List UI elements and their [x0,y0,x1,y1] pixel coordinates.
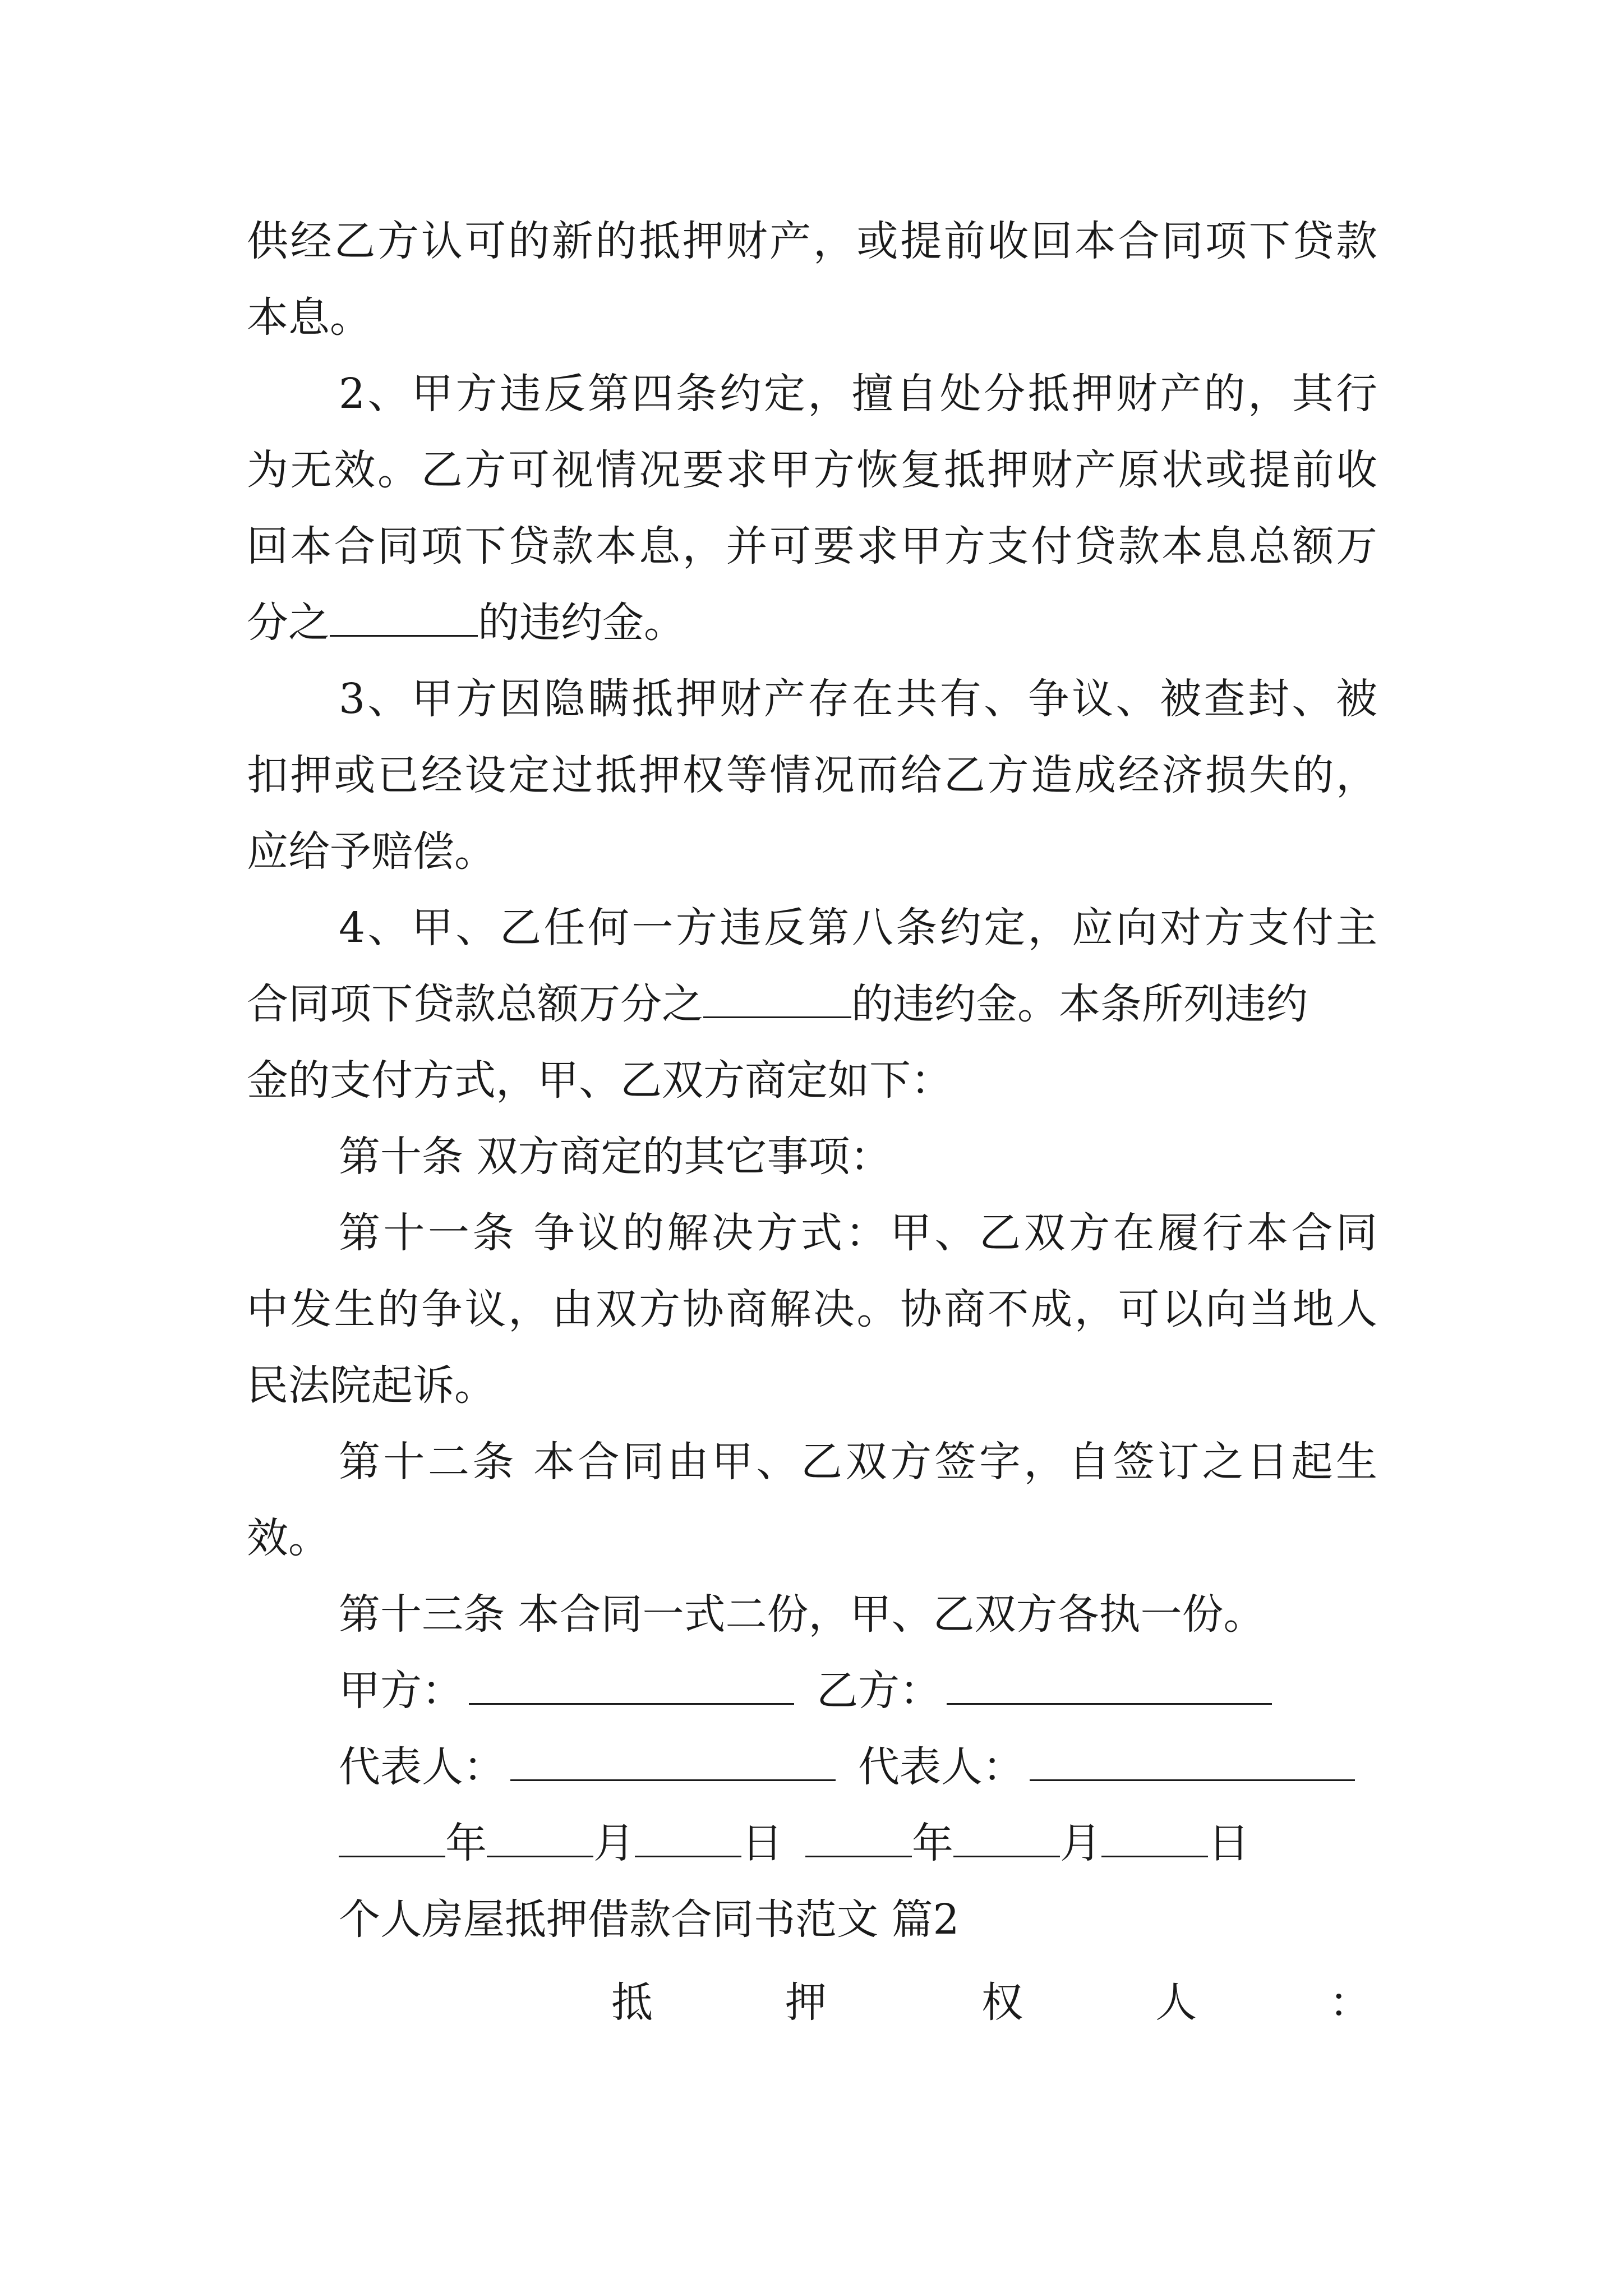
paragraph-line: 第十一条 争议的解决方式：甲、乙双方在履行本合同 [339,1209,1377,1257]
month-label: 月 [1060,1819,1101,1867]
fill-in-blank[interactable] [703,982,851,1018]
rep-b-blank[interactable] [1030,1745,1355,1781]
day-label: 日 [741,1819,783,1867]
day-blank[interactable] [1101,1821,1208,1857]
fill-in-blank[interactable] [330,600,478,637]
text-fragment: 的违约金。本条所列违约 [851,980,1308,1028]
text-fragment: 分之 [247,599,330,647]
paragraph-line [247,595,685,651]
month-blank[interactable] [953,1821,1060,1857]
day-label: 日 [1208,1819,1249,1867]
paragraph-line: 中发生的争议，由双方协商解决。协商不成，可以向当地人 [247,1285,1377,1333]
signature-row-representatives [339,1739,1355,1795]
mortgagee-char: 押 [785,1978,827,2027]
paragraph-line: 应给予赔偿。 [247,827,496,876]
signature-row-parties [339,1663,1272,1719]
paragraph-line: 第十二条 本合同由甲、乙双方签字，自签订之日起生 [339,1438,1377,1486]
paragraph-line: 第十三条 本合同一式二份，甲、乙双方各执一份。 [339,1590,1265,1639]
mortgagee-char: 权 [981,1978,1023,2027]
paragraph-line: 民法院起诉。 [247,1361,496,1410]
rep-a-blank[interactable] [510,1745,836,1781]
paragraph-line: 3、甲方因隐瞒抵押财产存在共有、争议、被查封、被 [339,675,1377,723]
month-label: 月 [593,1819,635,1867]
rep-a-label: 代表人： [339,1743,505,1791]
party-a-label: 甲方： [339,1667,463,1715]
party-b-label: 乙方： [817,1667,941,1715]
paragraph-line: 效。 [247,1514,330,1562]
paragraph-line: 2、甲方违反第四条约定，擅自处分抵押财产的，其行 [339,370,1377,418]
day-blank[interactable] [635,1821,741,1857]
paragraph-line: 回本合同项下贷款本息，并可要求甲方支付贷款本息总额万 [247,522,1377,570]
signature-row-dates [339,1815,1249,1871]
paragraph-line: 金的支付方式，甲、乙双方商定如下： [247,1056,952,1105]
rep-b-label: 代表人： [858,1743,1024,1791]
paragraph-line: 供经乙方认可的新的抵押财产，或提前收回本合同项下贷款 [247,217,1377,265]
text-fragment: 的违约金。 [478,599,685,647]
month-blank[interactable] [487,1821,593,1857]
paragraph-line: 扣押或已经设定过抵押权等情况而给乙方造成经济损失的， [247,751,1377,799]
text-fragment: 合同项下贷款总额万分之 [247,980,703,1028]
year-blank[interactable] [339,1821,445,1857]
paragraph-line: 4、甲、乙任何一方违反第八条约定，应向对方支付主 [339,904,1377,952]
year-label: 年 [445,1819,487,1867]
paragraph-line: 本息。 [247,293,371,342]
paragraph-line [247,976,1377,1032]
mortgagee-char: 人 [1155,1978,1197,2027]
year-label: 年 [912,1819,953,1867]
paragraph-line: 为无效。乙方可视情况要求甲方恢复抵押财产原状或提前收 [247,446,1377,494]
mortgagee-char: 抵 [611,1978,653,2027]
party-b-blank[interactable] [947,1668,1272,1705]
year-blank[interactable] [805,1821,912,1857]
mortgagee-colon: ： [1329,1978,1371,2027]
article-heading: 第十条 双方商定的其它事项： [339,1133,892,1181]
section-title: 个人房屋抵押借款合同书范文 篇2 [339,1895,960,1944]
party-a-blank[interactable] [469,1668,794,1705]
